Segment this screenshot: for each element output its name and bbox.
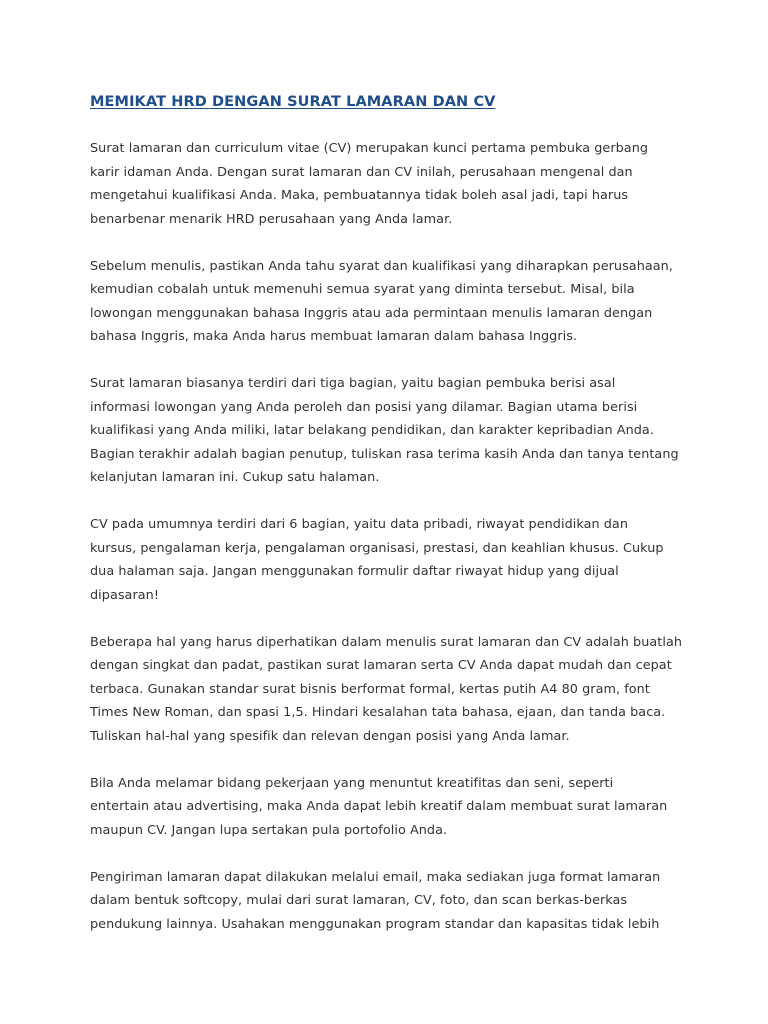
text-line: Pengiriman lamaran dapat dilakukan melalui email, maka sediakan juga format lamaran [90,869,661,885]
text-line: Times New Roman, dan spasi 1,5. Hindari kesalahan tata bahasa, ejaan, dan tanda baca. [90,705,666,720]
text-line: Bagian terakhir adalah bagian penutup, tuliskan rasa terima kasih Anda dan tanya tentang [90,446,679,462]
text-line: CV pada umumnya terdiri dari 6 bagian, yaitu data pribadi, riwayat pendidikan dan [90,517,628,532]
text-line: Beberapa hal yang harus diperhatikan dalam menulis surat lamaran dan CV adalah buatlah [90,634,683,650]
text-line: informasi lowongan yang Anda peroleh dan posisi yang dilamar. Bagian utama berisi [90,399,638,415]
text-line: Sebelum menulis, pastikan Anda tahu syarat dan kualifikasi yang diharapkan perusahaan, [90,258,673,274]
text-line: lowongan menggunakan bahasa Inggris atau ada permintaan menulis lamaran dengan [90,305,653,321]
text-line: Surat lamaran biasanya terdiri dari tiga bagian, yaitu bagian pembuka berisi asal [90,376,616,391]
text-line: dengan singkat dan padat, pastikan surat lamaran serta CV Anda dapat mudah dan cepat [90,658,672,673]
text-line: Surat lamaran dan curriculum vitae (CV) merupakan kunci pertama pembuka gerbang [90,141,649,156]
text-line: Tuliskan hal-hal yang spesifik dan relevan dengan posisi yang Anda lamar. [90,728,570,744]
text-line: kualifikasi yang Anda miliki, latar belakang pendidikan, dan karakter kepribadian Anda. [90,423,654,438]
text-line: benarbenar menarik HRD perusahaan yang Anda lamar. [90,211,453,227]
paragraph-3 [90,372,690,490]
text-line: kemudian cobalah untuk memenuhi semua syarat yang diminta tersebut. Misal, bila [90,282,635,297]
text-line: kelanjutan lamaran ini. Cukup satu halaman. [90,470,380,485]
text-line: Bila Anda melamar bidang pekerjaan yang menuntut kreatifitas dan seni, seperti [90,775,614,791]
paragraph-4 [90,513,690,607]
paragraph-6 [90,772,690,843]
document-title: MEMIKAT HRD DENGAN SURAT LAMARAN DAN CV [90,94,496,110]
text-line: pendukung lainnya. Usahakan menggunakan program standar dan kapasitas tidak lebih [90,916,660,932]
text-line: dipasaran! [90,587,159,603]
paragraph-5 [90,631,690,749]
text-line: karir idaman Anda. Dengan surat lamaran dan CV inilah, perusahaan mengenal dan [90,164,633,180]
text-line: bahasa Inggris, maka Anda harus membuat lamaran dalam bahasa Inggris. [90,329,578,344]
text-line: maupun CV. Jangan lupa sertakan pula portofolio Anda. [90,822,448,838]
text-line: dalam bentuk softcopy, mulai dari surat lamaran, CV, foto, dan scan berkas-berkas [90,893,628,908]
paragraph-2 [90,255,690,349]
document-body [90,137,690,960]
text-line: dua halaman saja. Jangan menggunakan formulir daftar riwayat hidup yang dijual [90,564,619,579]
text-line: entertain atau advertising, maka Anda dapat lebih kreatif dalam membuat surat lamaran [90,799,668,814]
paragraph-7 [90,866,690,937]
paragraph-1 [90,137,690,231]
text-line: mengetahui kualifikasi Anda. Maka, pembuatannya tidak boleh asal jadi, tapi harus [90,188,629,203]
text-line: kursus, pengalaman kerja, pengalaman organisasi, prestasi, dan keahlian khusus. Cukup [90,540,664,556]
text-line: terbaca. Gunakan standar surat bisnis berformat formal, kertas putih A4 80 gram, font [90,681,650,697]
